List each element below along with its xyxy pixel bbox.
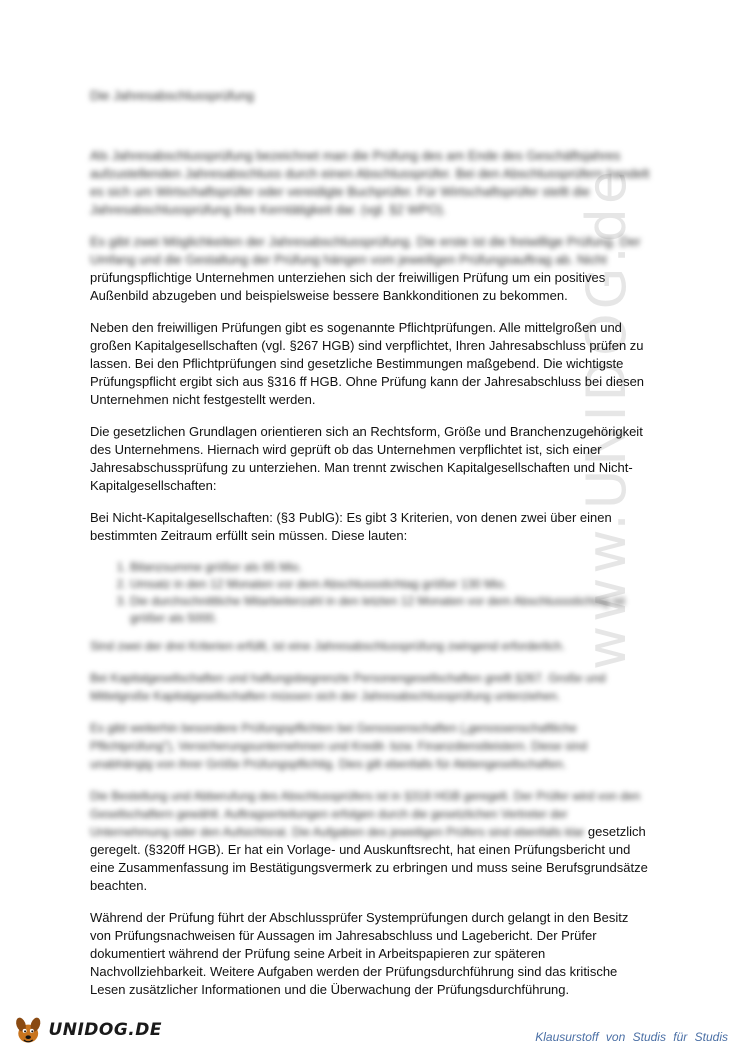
paragraph-7: Bei Kapitalgesellschaften und haftungsbegrenzte Personengesellschaften greift §267. Große und Mittelgroße Kapitalgesellschaften müssen sich der Jahresabschlussprüfung unterziehen. (90, 671, 606, 703)
footer-slogan: Klausurstoff von Studis für Studis (535, 1030, 728, 1044)
paragraph-4: Die gesetzlichen Grundlagen orientieren sich an Rechtsform, Größe und Branchenzugehörigkeit des Unternehmens. Hiernach wird geprüft ob das Unternehmen verpflichtet ist, sich einer Jahresabschussprüfung zu unterziehen. Man trennt zwischen Kapitalgesellschaften und Nicht-Kapitalgesellschaften: (90, 424, 643, 493)
list-item: 3. Die durchschnittliche Mitarbeiterzahl in den letzten 12 Monaten vor dem Abschlussstichtag ist größer als 5000. (130, 593, 650, 627)
document-body (90, 88, 650, 1013)
dog-icon (12, 1012, 44, 1048)
paragraph-9-clear: gesetzlich geregelt. (§320ff HGB). Er hat ein Vorlage- und Auskunftsrecht, hat einen Prüfungsbericht und eine Zusammenfassung im Bestätigungsvermerk zu erbringen und muss seine Berufsgrundsätze beachten. (90, 824, 648, 893)
paragraph-3: Neben den freiwilligen Prüfungen gibt es sogenannte Pflichtprüfungen. Alle mittelgroßen und großen Kapitalgesellschaften (vgl. §267 HGB) sind verpflichtet, Ihren Jahresabschluss prüfen zu lassen. Bei den Pflichtprüfungen sind gesetzliche Bestimmungen maßgebend. Die wichtigste Prüfungspflicht ergibt sich aus §316 ff HGB. Ohne Prüfung kann der Jahresabschluss bei diesen Unternehmen nicht festgestellt werden. (90, 320, 645, 407)
paragraph-8: Es gibt weiterhin besondere Prüfungspflichten bei Genossenschaften („genossenschaftliche Pflichtprüfung"), Versicherungsunternehmen und Kredit- bzw. Finanzdienstleistern. Diese sind unabhängig von ihrer Größe Prüfungspflichtig. Dies gilt ebenfalls für Aktiengesellschaften. (90, 721, 588, 771)
paragraph-6: Sind zwei der drei Kriterien erfüllt, ist eine Jahresabschlussprüfung zwingend erforderlich. (90, 639, 565, 653)
paragraph-1: Als Jahresabschlussprüfung bezeichnet man die Prüfung des am Ende des Geschäftsjahres aufzustellenden Jahresabschluss durch einen Abschlussprüfer. Bei den Abschlussprüfern handelt es sich um Wirtschaftsprüfer oder vereidigte Buchprüfer. Für Wirtschaftsprüfer stellt die Jahresabschlussprüfung ihre Kerntätigkeit dar. (vgl. §2 WPO). (90, 148, 650, 217)
paragraph-10: Während der Prüfung führt der Abschlussprüfer Systemprüfungen durch gelangt in den Besitz von Prüfungsnachweisen für Aussagen im Jahresabschluss und Lagebericht. Der Prüfer dokumentiert während der Prüfung seine Arbeit in Arbeitspapieren zur späteren Nachvollziehbarkeit. Weitere Aufgaben werden der Prüfungsdurchführung sind das kritische Lesen zusätzlicher Informationen und die Überwachung der Prüfungsdurchführung. (90, 910, 629, 997)
watermark: www.UNIDOG.de (575, 166, 638, 670)
paragraph-2-clear: prüfungspflichtige Unternehmen unterziehen sich der freiwilligen Prüfung um ein positives Außenbild abzugeben und beispielsweise bessere Bankkonditionen zu bekommen. (90, 270, 606, 303)
paragraph-9-blurred: Die Bestellung und Abberufung des Abschlussprüfers ist in §318 HGB geregelt. Der Prüfer wird von den Gesellschaftern gewählt. Auftragserteilungen erfolgen durch die gesetzlichen Vertreter der Unternehmung oder den Aufsichtsrat. Die Aufgaben des jeweiligen Prüfers sind ebenfalls klar (90, 789, 641, 839)
paragraph-9 (90, 787, 650, 895)
criteria-list (90, 559, 650, 627)
logo-text: UNIDOG.DE (48, 1020, 162, 1040)
list-item: 1. Bilanzsumme größer als 65 Mio. (130, 559, 650, 576)
unidog-logo (12, 1010, 162, 1050)
document-title: Die Jahresabschlussprüfung (90, 88, 255, 103)
paragraph-2-blurred: Es gibt zwei Möglichkeiten der Jahresabschlussprüfung. Die erste ist die freiwillige Prüfung. Der Umfang und die Gestaltung der Prüfung hängen vom jeweiligen Prüfungsauftrag ab. Nicht (90, 234, 641, 267)
paragraph-5: Bei Nicht-Kapitalgesellschaften: (§3 PublG): Es gibt 3 Kriterien, von denen zwei über einen bestimmten Zeitraum erfüllt sein müssen. Diese lauten: (90, 510, 612, 543)
paragraph-2 (90, 233, 650, 305)
list-item: 2. Umsatz in den 12 Monaten vor dem Abschlussstichtag größer 130 Mio. (130, 576, 650, 593)
